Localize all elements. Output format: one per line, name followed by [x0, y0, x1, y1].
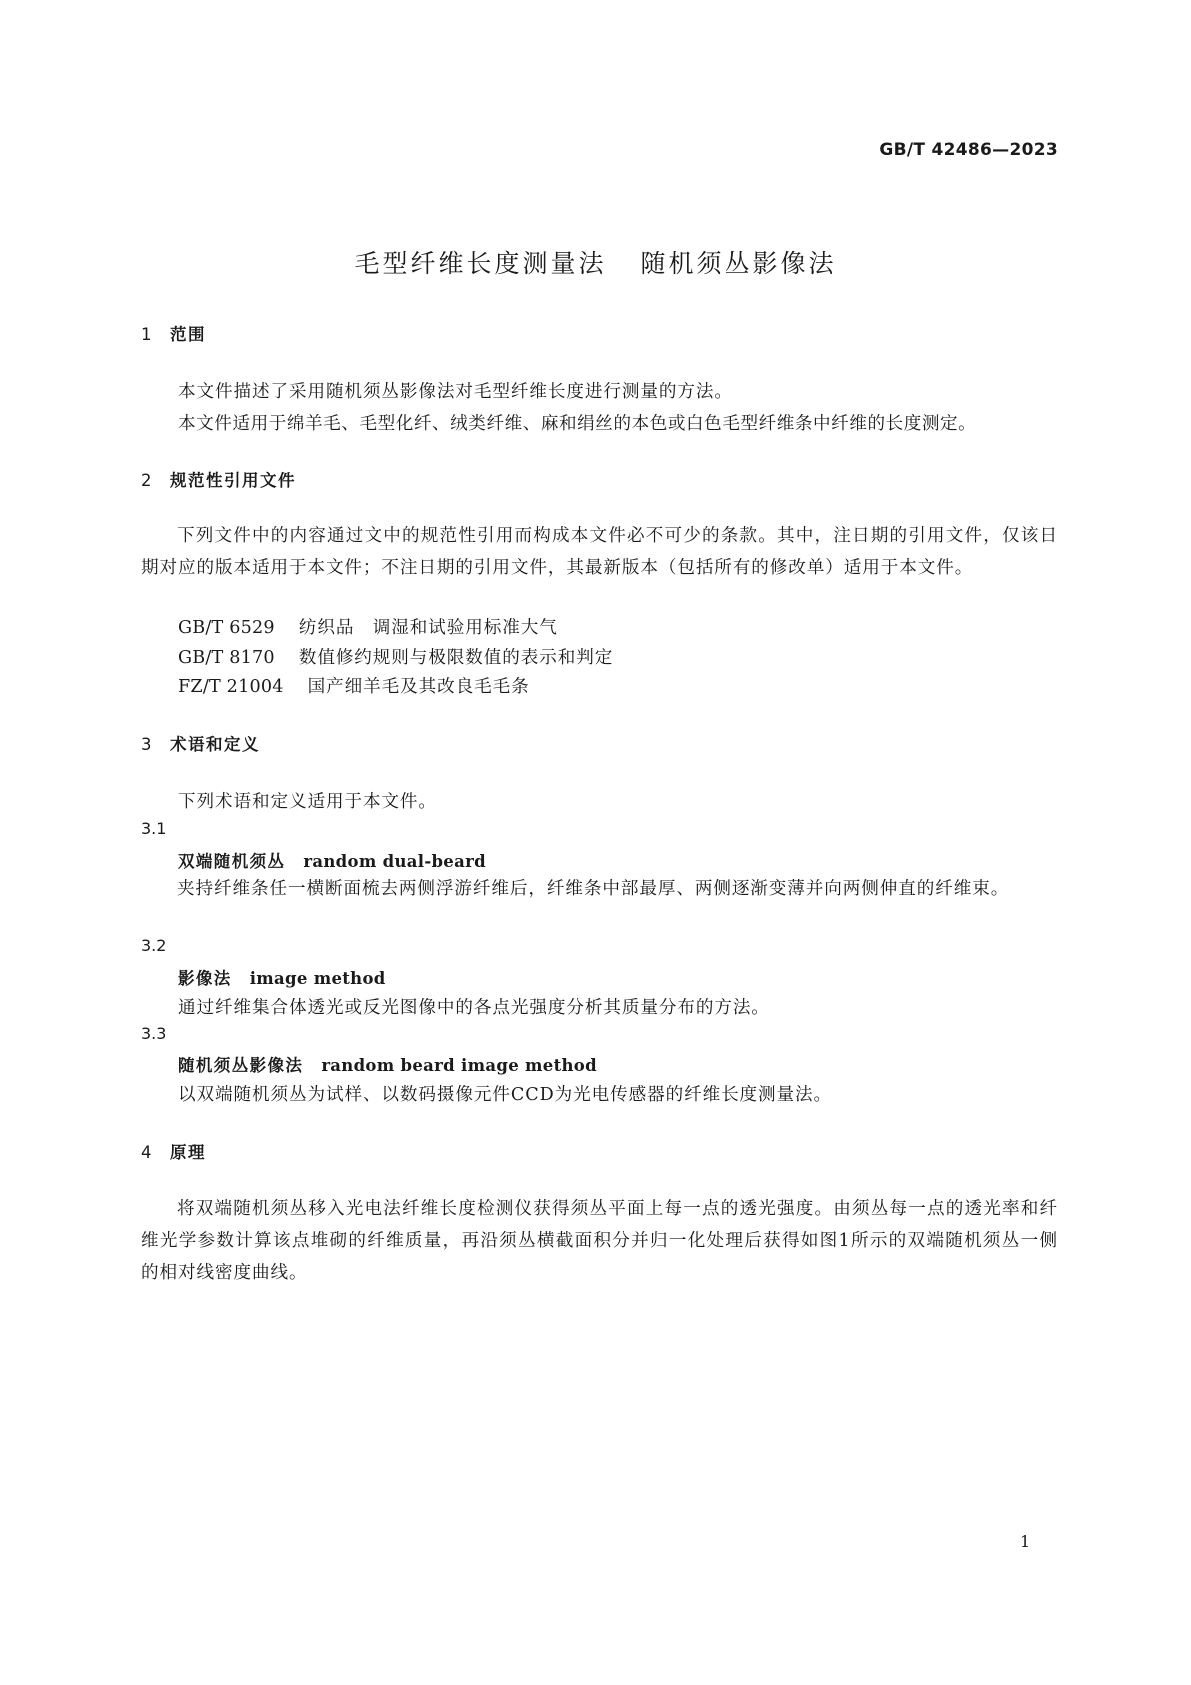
reference-title: 数值修约规则与极限数值的表示和判定 [298, 648, 614, 668]
section-heading-scope [141, 321, 206, 345]
section-number: 3 [141, 735, 153, 754]
term-title-cn: 双端随机须丛 [178, 852, 286, 871]
term-definition: 通过纤维集合体透光或反光图像中的各点光强度分析其质量分布的方法。 [178, 998, 770, 1018]
section-number: 1 [141, 325, 153, 344]
section-heading-normative-references [141, 467, 296, 491]
document-title [0, 244, 1191, 280]
scope-paragraph-1: 本文件描述了采用随机须丛影像法对毛型纤维长度进行测量的方法。 [178, 382, 733, 402]
term-number: 3.2 [141, 936, 167, 955]
reference-item [178, 673, 530, 698]
reference-item [178, 644, 613, 669]
term-title-cn: 随机须丛影像法 [178, 1056, 304, 1075]
term-title [178, 965, 386, 989]
reference-title: 纺织品 调湿和试验用标准大气 [298, 618, 558, 638]
term-number: 3.3 [141, 1024, 167, 1043]
section-title: 原理 [170, 1143, 206, 1162]
term-title-en: image method [249, 969, 386, 988]
reference-title: 国产细羊毛及其改良毛毛条 [307, 677, 530, 697]
term-definition: 夹持纤维条任一横断面梳去两侧浮游纤维后，纤维条中部最厚、两侧逐渐变薄并向两侧伸直的纤维束。 [177, 879, 1010, 899]
term-title [178, 848, 486, 872]
term-title [178, 1052, 597, 1076]
reference-item [178, 614, 558, 639]
principle-paragraph: 将双端随机须丛移入光电法纤维长度检测仪获得须丛平面上每一点的透光强度。由须丛每一点的透光率和纤维光学参数计算该点堆砌的纤维质量，再沿须丛横截面积分并归一化处理后获得如图1所示的双端随机须丛一侧的相对线密度曲线。 [141, 1199, 1058, 1283]
term-title-en: random dual-beard [303, 852, 486, 871]
standard-number: GB/T 42486—2023 [879, 140, 1058, 160]
term-definition: 以双端随机须丛为试样、以数码摄像元件CCD为光电传感器的纤维长度测量法。 [178, 1085, 833, 1105]
page-number: 1 [1020, 1532, 1031, 1551]
term-title-cn: 影像法 [178, 969, 232, 988]
section-number: 4 [141, 1143, 153, 1162]
term-title-en: random beard image method [321, 1056, 597, 1075]
section-heading-principle [141, 1139, 206, 1163]
terms-intro: 下列术语和定义适用于本文件。 [178, 792, 437, 812]
normative-references-intro: 下列文件中的内容通过文中的规范性引用而构成本文件必不可少的条款。其中，注日期的引用文件，仅该日期对应的版本适用于本文件；不注日期的引用文件，其最新版本（包括所有的修改单）适用于本文件。 [141, 526, 1058, 578]
term-number: 3.1 [141, 819, 167, 838]
scope-paragraph-2: 本文件适用于绵羊毛、毛型化纤、绒类纤维、麻和绢丝的本色或白色毛型纤维条中纤维的长度测定。 [178, 414, 977, 434]
section-title: 规范性引用文件 [170, 471, 296, 490]
reference-code: GB/T 8170 [178, 648, 275, 668]
reference-code: GB/T 6529 [178, 618, 275, 638]
reference-code: FZ/T 21004 [178, 677, 284, 697]
section-number: 2 [141, 471, 153, 490]
section-heading-terms [141, 731, 260, 755]
document-title-main: 毛型纤维长度测量法 [354, 249, 607, 278]
document-title-sub: 随机须丛影像法 [640, 249, 837, 278]
section-title: 术语和定义 [170, 735, 260, 754]
section-title: 范围 [170, 325, 206, 344]
